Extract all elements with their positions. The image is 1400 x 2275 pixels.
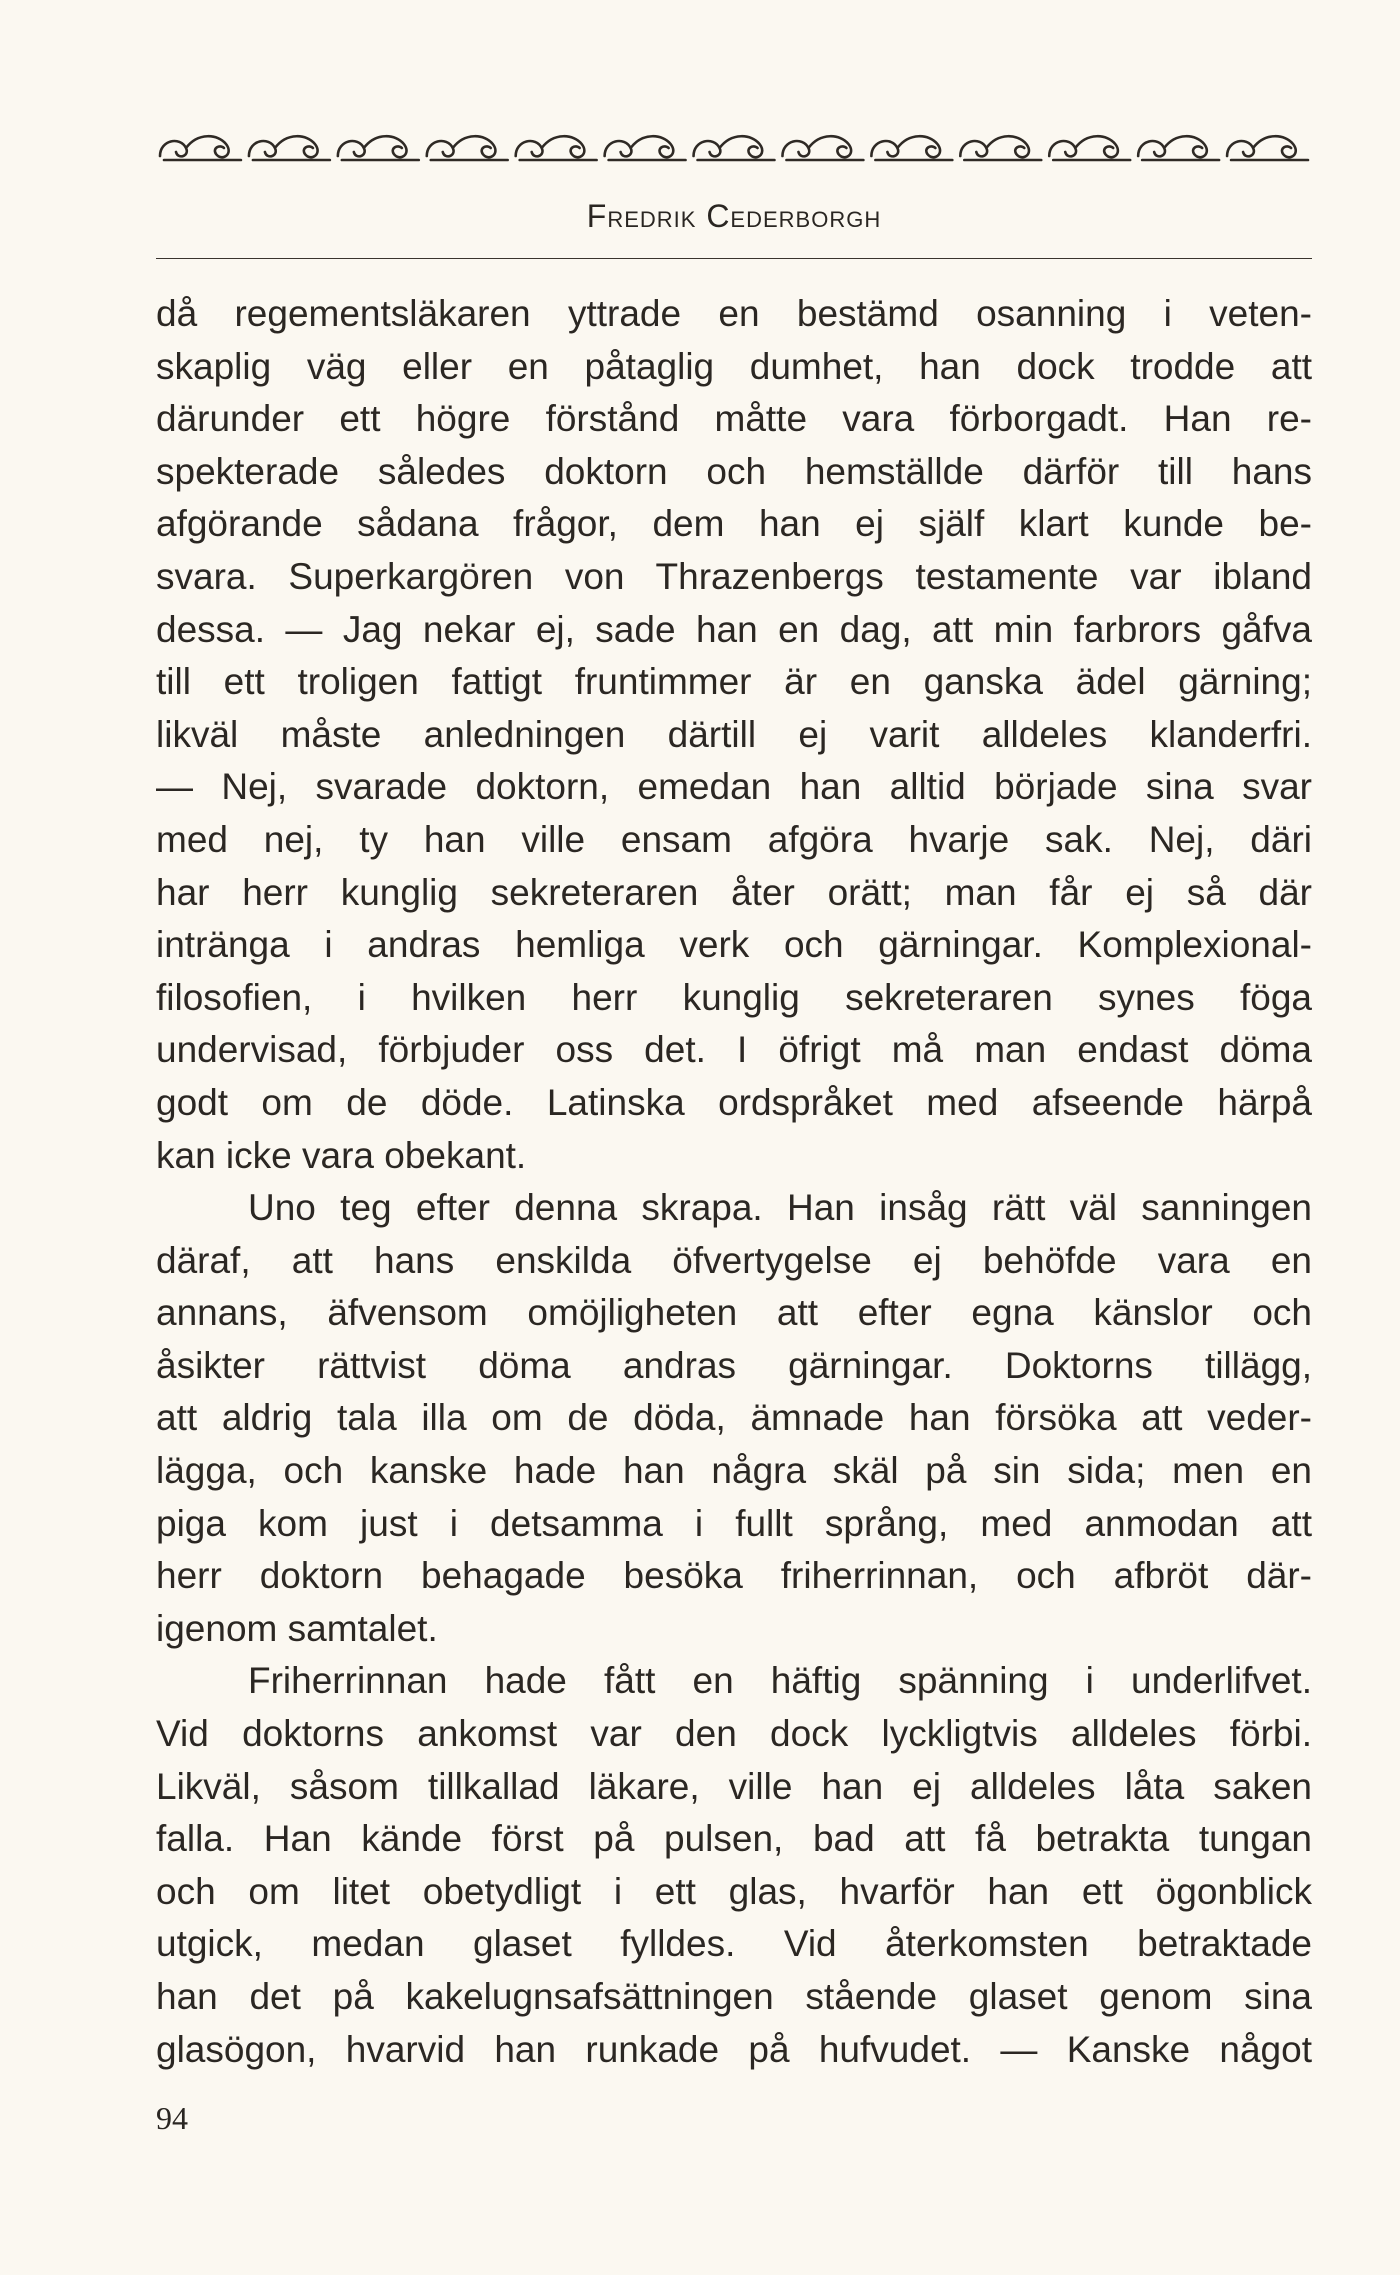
text-line: igenom samtalet. [156,1607,438,1649]
text-line: godt om de döde. Latinska ordspråket med afseende härpå [156,1081,1312,1123]
text-line: då regementsläkaren yttrade en bestämd osanning i veten- [156,293,1312,334]
scroll-motif [516,136,597,160]
text-line: undervisad, förbjuder oss det. I öfrigt må man endast döma [156,1029,1312,1071]
text-line: därunder ett högre förstånd måtte vara förborgadt. Han re- [156,398,1312,440]
scroll-motif [871,136,952,160]
text-line: glasögon, hvarvid han runkade på hufvudet. — Kanske något [156,2028,1312,2070]
text-line: däraf, att hans enskilda öfvertygelse ej behöfde vara en [156,1239,1312,1281]
header-rule [156,258,1312,259]
text-line: har herr kunglig sekreteraren åter orätt; man får ej så där [156,871,1312,913]
text-line: åsikter rättvist döma andras gärningar. Doktorns tillägg, [156,1344,1312,1386]
running-head: Fredrik Cederborgh [586,198,882,234]
scroll-motif [160,136,241,160]
text-line: likväl måste anledningen därtill ej varit alldeles klanderfri. [156,713,1312,755]
text-line: falla. Han kände först på pulsen, bad att få betrakta tungan [156,1818,1312,1860]
text-line: Uno teg efter denna skrapa. Han insåg rätt väl sanningen [248,1187,1312,1229]
text-line: att aldrig tala illa om de döda, ämnade han försöka att veder- [156,1397,1312,1439]
text-line: annans, äfvensom omöjligheten att efter egna känslor och [156,1292,1312,1334]
text-line: till ett troligen fattigt fruntimmer är en ganska ädel gärning; [156,661,1312,703]
page-number: 94 [156,2100,188,2136]
scroll-motif [782,136,863,160]
text-line: spekterade således doktorn och hemställde därför till hans [156,450,1312,492]
scroll-motif [427,136,508,160]
text-line: filosofien, i hvilken herr kunglig sekreteraren synes föga [156,976,1312,1018]
text-line: intränga i andras hemliga verk och gärningar. Komplexional- [156,924,1312,966]
text-line: piga kom just i detsamma i fullt språng, med anmodan att [156,1502,1312,1544]
text-line: — Nej, svarade doktorn, emedan han alltid började sina svar [156,766,1312,808]
scroll-motif [605,136,686,160]
scroll-motif [694,136,775,160]
text-line: utgick, medan glaset fylldes. Vid återkomsten betraktade [156,1923,1312,1965]
text-line: och om litet obetydligt i ett glas, hvarför han ett ögonblick [156,1870,1312,1912]
body-text [156,288,1312,2076]
scroll-motif [338,136,419,160]
scroll-ornament-icon [156,122,1312,174]
text-line: dessa. — Jag nekar ej, sade han en dag, att min farbrors gåfva [156,608,1312,650]
scroll-ornament-band [156,122,1312,174]
text-line: Likväl, såsom tillkallad läkare, ville han ej alldeles låta saken [156,1765,1312,1807]
text-line: afgörande sådana frågor, dem han ej själf klart kunde be- [156,503,1312,545]
text-line: lägga, och kanske hade han några skäl på sin sida; men en [156,1450,1312,1492]
text-line: Friherrinnan hade fått en häftig spänning i underlifvet. [248,1660,1312,1702]
text-line: han det på kakelugnsafsättningen stående glaset genom sina [156,1976,1312,2017]
text-line: svara. Superkargören von Thrazenbergs testamente var ibland [156,555,1312,597]
text-line: herr doktorn behagade besöka friherrinnan, och afbröt där- [156,1555,1312,1597]
scroll-motif [1138,136,1219,160]
scroll-motif [1227,136,1308,160]
scroll-motif [960,136,1041,160]
scroll-motif [249,136,330,160]
text-line: kan icke vara obekant. [156,1134,527,1176]
text-line: med nej, ty han ville ensam afgöra hvarje sak. Nej, däri [156,818,1312,860]
scroll-motif [1049,136,1130,160]
text-line: skaplig väg eller en påtaglig dumhet, han dock trodde att [156,345,1312,387]
text-line: Vid doktorns ankomst var den dock lyckligtvis alldeles förbi. [156,1713,1312,1755]
